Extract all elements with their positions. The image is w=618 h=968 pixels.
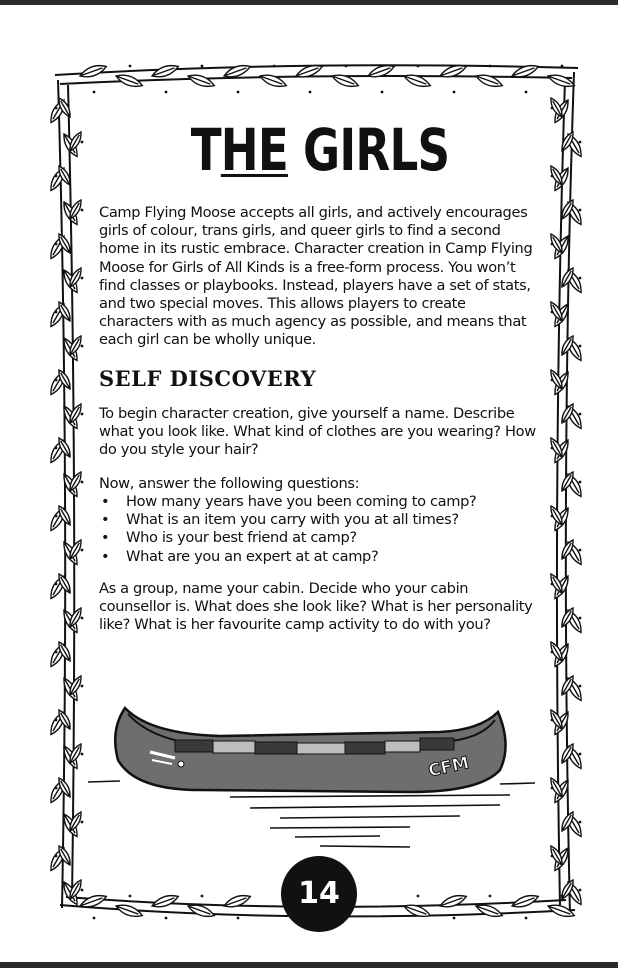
dot-icon (81, 889, 84, 892)
leaf-icon (402, 902, 431, 920)
dot-icon (381, 91, 384, 94)
dot-icon (165, 91, 168, 94)
list-item: • What is an item you carry with you at all times? (99, 511, 539, 529)
leaf-icon (150, 62, 179, 80)
dot-icon (81, 549, 84, 552)
dot-icon (579, 209, 582, 212)
leaf-icon (222, 892, 251, 910)
question-list (99, 493, 539, 566)
cabin-paragraph: As a group, name your cabin. Decide who your cabin counsellor is. What does she look like? What is her personality like? What is her favourite camp activity to do with you? (99, 580, 533, 634)
dot-icon (55, 311, 58, 314)
dot-icon (579, 549, 582, 552)
leaf-icon (402, 72, 431, 90)
dot-icon (453, 91, 456, 94)
self-discovery-paragraph: To begin character creation, give yourself a name. Describe what you look like. What kind of clothes are you wearing? How do you style your hair? (99, 405, 536, 459)
dot-icon (55, 243, 58, 246)
dot-icon (55, 175, 58, 178)
canoe-label: CFM (426, 753, 471, 782)
page-title: THE GIRLS (190, 116, 450, 184)
page-number: 14 (281, 856, 357, 932)
dot-icon (579, 141, 582, 144)
dot-icon (55, 651, 58, 654)
dot-icon (579, 685, 582, 688)
dot-icon (81, 209, 84, 212)
dot-icon (81, 685, 84, 688)
list-item: • How many years have you been coming to camp? (99, 493, 539, 511)
dot-icon (165, 917, 168, 920)
dot-icon (81, 277, 84, 280)
dot-icon (201, 65, 204, 68)
dot-icon (345, 65, 348, 68)
dot-icon (579, 753, 582, 756)
dot-icon (81, 481, 84, 484)
dot-icon (489, 895, 492, 898)
dot-icon (551, 311, 554, 314)
leaf-icon (546, 72, 575, 90)
dot-icon (55, 447, 58, 450)
dot-icon (579, 889, 582, 892)
leaf-icon (474, 72, 503, 90)
dot-icon (579, 277, 582, 280)
dot-icon (55, 515, 58, 518)
leaf-icon (330, 72, 359, 90)
leaf-icon (150, 892, 179, 910)
dot-icon (579, 481, 582, 484)
dot-icon (417, 895, 420, 898)
dot-icon (55, 855, 58, 858)
dot-icon (129, 895, 132, 898)
dot-icon (81, 617, 84, 620)
leaf-icon (438, 892, 467, 910)
dot-icon (551, 243, 554, 246)
intro-paragraph: Camp Flying Moose accepts all girls, and actively encourages girls of colour, trans girls, and queer girls to find a second home in its rustic embrace. Character creation in Camp Flying Moose for Girls of All Kinds is a free-form process. You won’t find classes or playbooks. Instead, players have a set of stats, and two special moves. This allows players to create characters with as much agency as possible, and means that each girl can be wholly unique. (99, 204, 533, 349)
dot-icon (237, 917, 240, 920)
list-item: • Who is your best friend at camp? (99, 529, 539, 547)
dot-icon (417, 65, 420, 68)
dot-icon (551, 651, 554, 654)
section-heading: SELF DISCOVERY (99, 366, 317, 391)
dot-icon (525, 917, 528, 920)
dot-icon (525, 91, 528, 94)
dot-icon (129, 65, 132, 68)
dot-icon (237, 91, 240, 94)
dot-icon (55, 379, 58, 382)
dot-icon (579, 345, 582, 348)
dot-icon (55, 107, 58, 110)
dot-icon (309, 91, 312, 94)
dot-icon (551, 379, 554, 382)
dot-icon (551, 107, 554, 110)
leaf-icon (186, 72, 215, 90)
canoe-illustration (80, 700, 540, 860)
dot-icon (551, 855, 554, 858)
dot-icon (273, 65, 276, 68)
dot-icon (561, 65, 564, 68)
dot-icon (561, 895, 564, 898)
dot-icon (55, 719, 58, 722)
dot-icon (551, 583, 554, 586)
leaf-icon (258, 72, 287, 90)
dot-icon (81, 413, 84, 416)
dot-icon (55, 583, 58, 586)
dot-icon (453, 917, 456, 920)
dot-icon (201, 895, 204, 898)
dot-icon (579, 413, 582, 416)
questions-intro: Now, answer the following questions: (99, 475, 360, 492)
dot-icon (489, 65, 492, 68)
dot-icon (551, 719, 554, 722)
dot-icon (551, 447, 554, 450)
dot-icon (579, 821, 582, 824)
list-item: • What are you an expert at at camp? (99, 548, 539, 566)
dot-icon (551, 515, 554, 518)
dot-icon (579, 617, 582, 620)
dot-icon (55, 787, 58, 790)
dot-icon (81, 345, 84, 348)
dot-icon (93, 91, 96, 94)
dot-icon (93, 917, 96, 920)
leaf-icon (78, 62, 107, 80)
dot-icon (551, 787, 554, 790)
